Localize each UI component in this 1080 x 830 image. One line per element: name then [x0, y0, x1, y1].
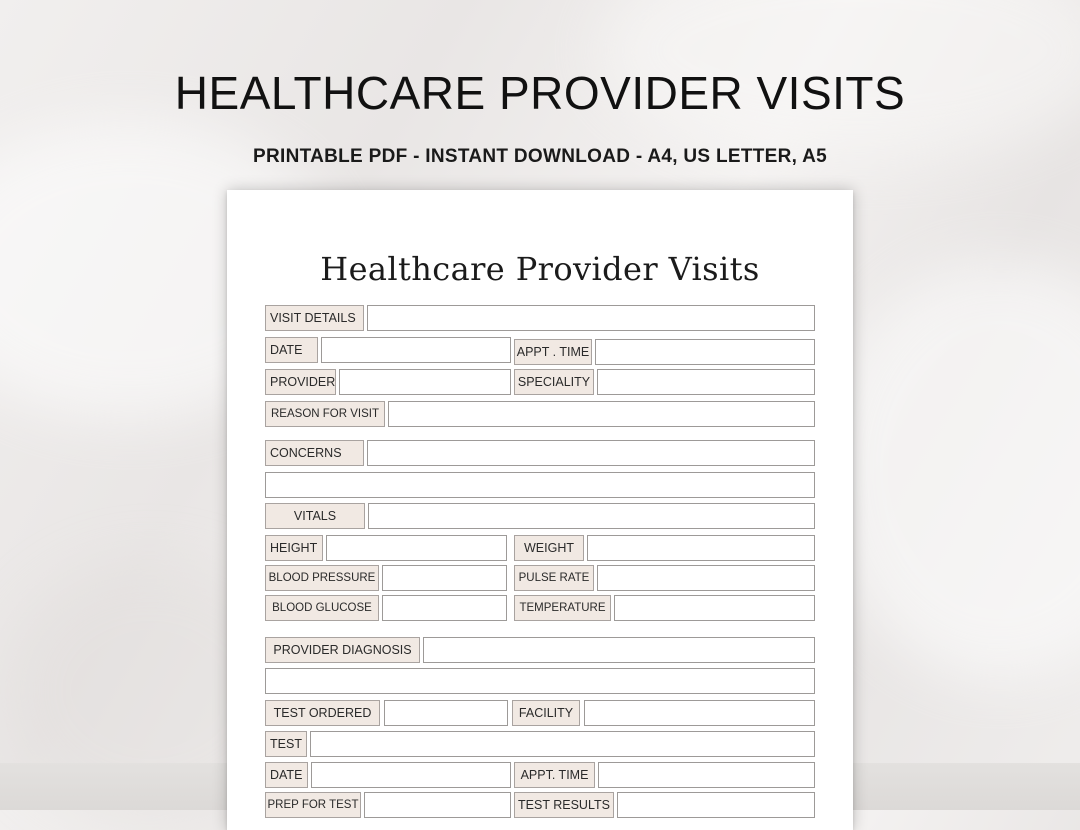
prep-for-test-label: PREP FOR TEST	[265, 792, 361, 818]
visit-details-field[interactable]	[367, 305, 815, 331]
concerns-label: CONCERNS	[265, 440, 364, 466]
concerns-field[interactable]	[367, 440, 815, 466]
facility-label: FACILITY	[512, 700, 580, 726]
test-date-field[interactable]	[311, 762, 511, 788]
speciality-field[interactable]	[597, 369, 815, 395]
provider-field[interactable]	[339, 369, 511, 395]
blood-glucose-label: BLOOD GLUCOSE	[265, 595, 379, 621]
facility-field[interactable]	[584, 700, 815, 726]
temperature-label: TEMPERATURE	[514, 595, 611, 621]
blood-glucose-field[interactable]	[382, 595, 507, 621]
date-field[interactable]	[321, 337, 511, 363]
provider-label: PROVIDER	[265, 369, 336, 395]
concerns-extra-line[interactable]	[265, 472, 815, 498]
reason-for-visit-field[interactable]	[388, 401, 815, 427]
weight-field[interactable]	[587, 535, 815, 561]
test-label: TEST	[265, 731, 307, 757]
test-field[interactable]	[310, 731, 815, 757]
planner-sheet	[227, 190, 853, 830]
vitals-field[interactable]	[368, 503, 815, 529]
test-results-label: TEST RESULTS	[514, 792, 614, 818]
reason-for-visit-label: REASON FOR VISIT	[265, 401, 385, 427]
date-label: DATE	[265, 337, 318, 363]
test-date-label: DATE	[265, 762, 308, 788]
blood-pressure-label: BLOOD PRESSURE	[265, 565, 379, 591]
pulse-rate-field[interactable]	[597, 565, 815, 591]
visit-details-label: VISIT DETAILS	[265, 305, 364, 331]
blood-pressure-field[interactable]	[382, 565, 507, 591]
test-ordered-label: TEST ORDERED	[265, 700, 380, 726]
prep-for-test-field[interactable]	[364, 792, 511, 818]
appt-time-field[interactable]	[595, 339, 815, 365]
provider-diagnosis-field[interactable]	[423, 637, 815, 663]
vitals-label: VITALS	[265, 503, 365, 529]
test-results-field[interactable]	[617, 792, 815, 818]
test-appt-time-field[interactable]	[598, 762, 815, 788]
test-ordered-field[interactable]	[384, 700, 508, 726]
page-subheadline: PRINTABLE PDF - INSTANT DOWNLOAD - A4, US LETTER, A5	[253, 146, 827, 167]
test-appt-time-label: APPT. TIME	[514, 762, 595, 788]
speciality-label: SPECIALITY	[514, 369, 594, 395]
temperature-field[interactable]	[614, 595, 815, 621]
page-headline: HEALTHCARE PROVIDER VISITS	[174, 67, 906, 119]
height-field[interactable]	[326, 535, 507, 561]
provider-diagnosis-label: PROVIDER DIAGNOSIS	[265, 637, 420, 663]
height-label: HEIGHT	[265, 535, 323, 561]
pulse-rate-label: PULSE RATE	[514, 565, 594, 591]
appt-time-label: APPT . TIME	[514, 339, 592, 365]
sheet-title: Healthcare Provider Visits	[320, 250, 760, 288]
background-fold	[820, 260, 1080, 680]
diagnosis-extra-line[interactable]	[265, 668, 815, 694]
weight-label: WEIGHT	[514, 535, 584, 561]
